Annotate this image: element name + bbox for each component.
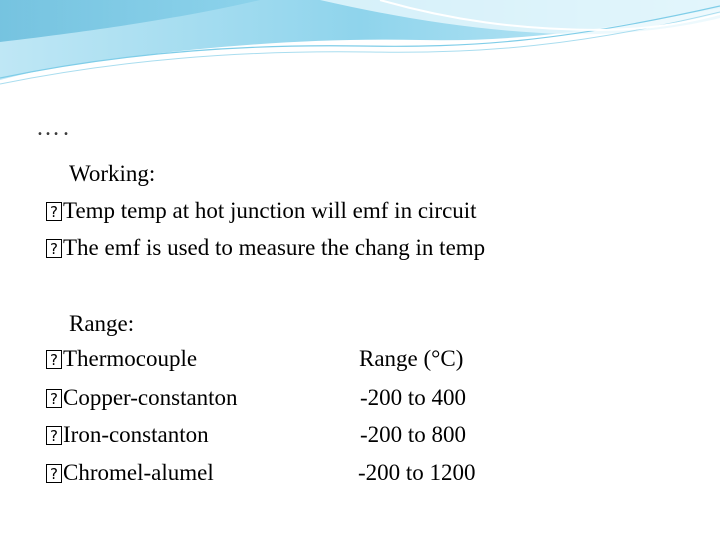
range-row-1-name: Copper-constanton [63, 385, 238, 410]
range-row-2-value: -200 to 800 [360, 422, 467, 447]
range-row-3-value: -200 to 1200 [358, 460, 476, 485]
box-question-glyph-icon [46, 350, 62, 369]
slide-title: …. [36, 115, 72, 141]
working-bullet-2 [46, 234, 485, 262]
box-question-glyph-icon [46, 389, 62, 408]
box-question-glyph-icon [46, 239, 62, 258]
header-wave-decoration [0, 0, 720, 95]
box-question-glyph-icon [46, 426, 62, 445]
working-bullet-1-text: Temp temp at hot junction will emf in circuit [63, 198, 477, 223]
box-question-glyph-icon [46, 202, 62, 221]
range-row-name [46, 421, 209, 449]
working-bullet-1 [46, 197, 477, 225]
range-row-name [46, 459, 214, 487]
range-row-name [46, 384, 238, 412]
working-bullet-2-text: The emf is used to measure the chang in temp [63, 235, 486, 260]
range-row-0-value: Range (°C) [359, 346, 464, 371]
range-row-name [46, 345, 197, 373]
range-row-2-name: Iron-constanton [63, 422, 209, 447]
working-heading: Working: [69, 161, 156, 186]
range-row-0-name: Thermocouple [63, 346, 198, 371]
range-row-1-value: -200 to 400 [360, 385, 467, 410]
range-row-3-name: Chromel-alumel [63, 460, 214, 485]
box-question-glyph-icon [46, 464, 62, 483]
range-heading: Range: [69, 311, 135, 336]
